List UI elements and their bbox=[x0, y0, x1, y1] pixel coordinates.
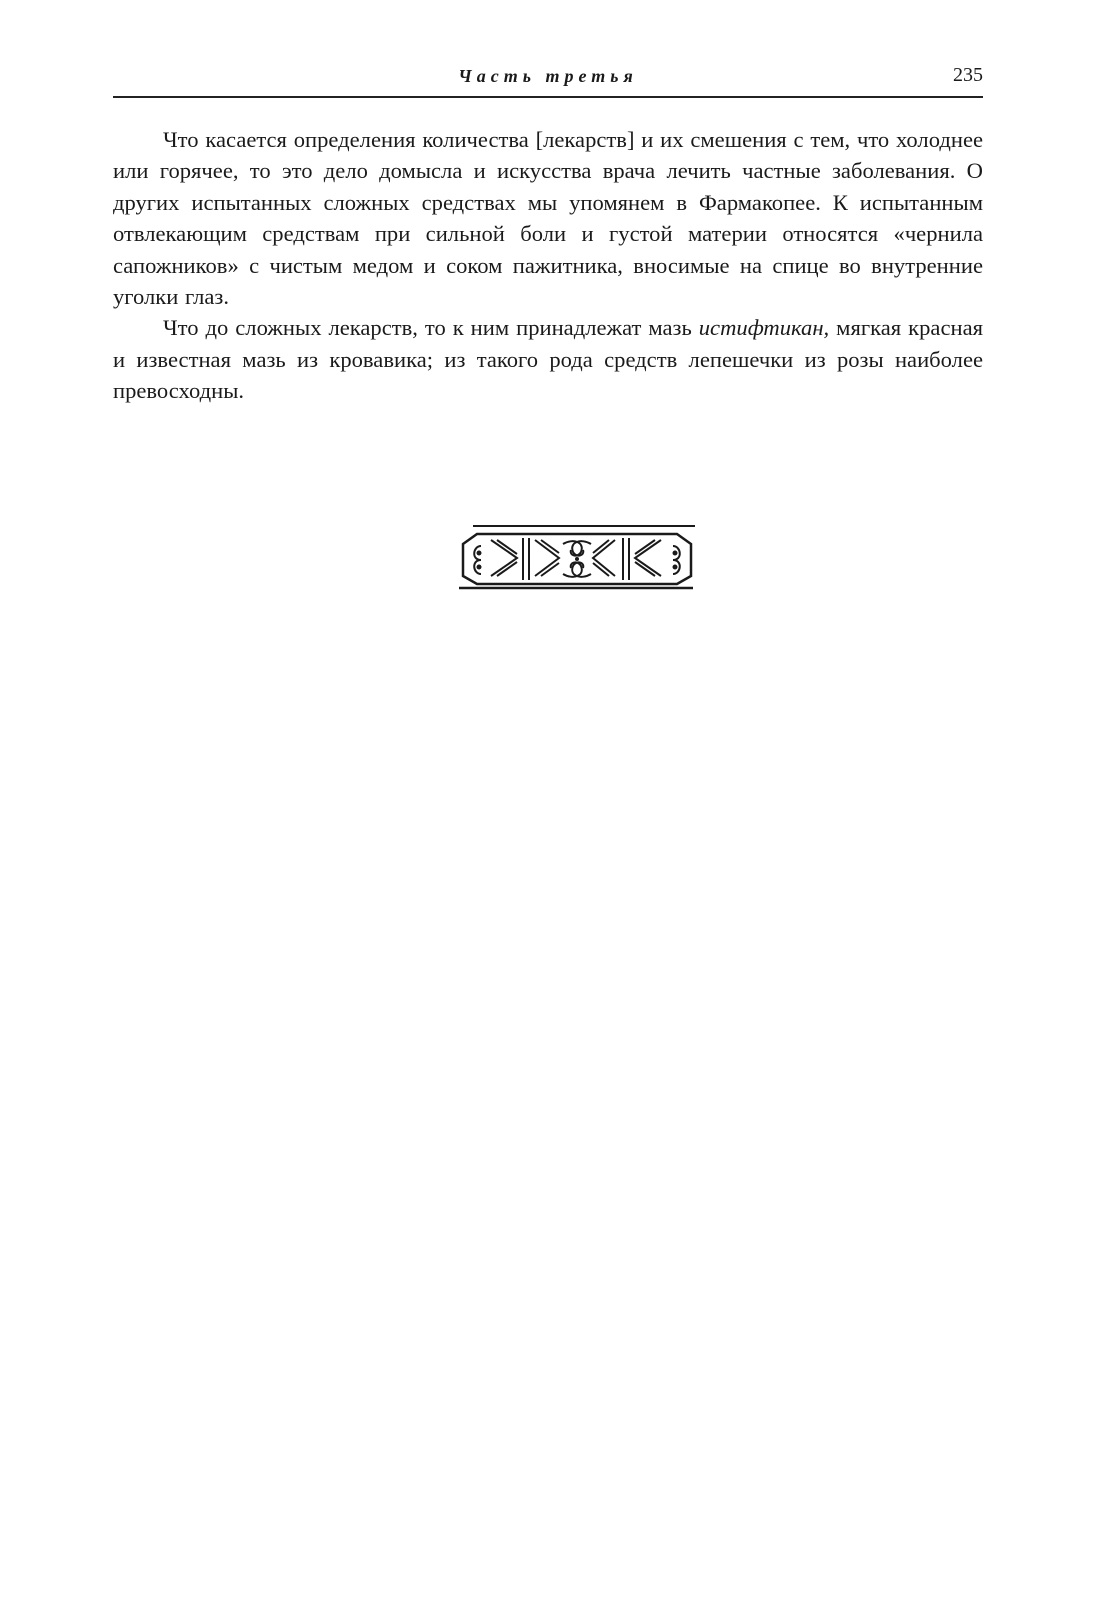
page-number: 235 bbox=[953, 64, 983, 86]
paragraph-2-end: мягкая красная и известная мазь из кровавика; из такого рода средств лепешечки из розы наиболее превосходны. bbox=[113, 315, 983, 404]
tailpiece-ornament-icon bbox=[455, 520, 700, 598]
paragraph-2 bbox=[113, 312, 983, 406]
emphasized-term: истифтикан, bbox=[698, 315, 830, 341]
paragraph-1: Что касается определения количества [лекарств] и их смешения с тем, что холоднее или горячее, то это дело домысла и искусства врача лечить частные заболевания. О других испытанных сложных средствах мы упомянем в Фармакопее. К испытанным отвлекающим средствам при сильной боли и густой материи относятся «чернила сапожников» с чистым медом и соком пажитника, вносимые на спице во внутренние уголки глаз. bbox=[113, 127, 983, 310]
paragraph-2-start: Что до сложных лекарств, то к ним принадлежат мазь bbox=[163, 315, 699, 341]
book-page bbox=[113, 60, 983, 407]
body-text bbox=[113, 124, 983, 407]
running-head bbox=[113, 60, 983, 98]
running-head-title: Часть третья bbox=[458, 66, 638, 86]
